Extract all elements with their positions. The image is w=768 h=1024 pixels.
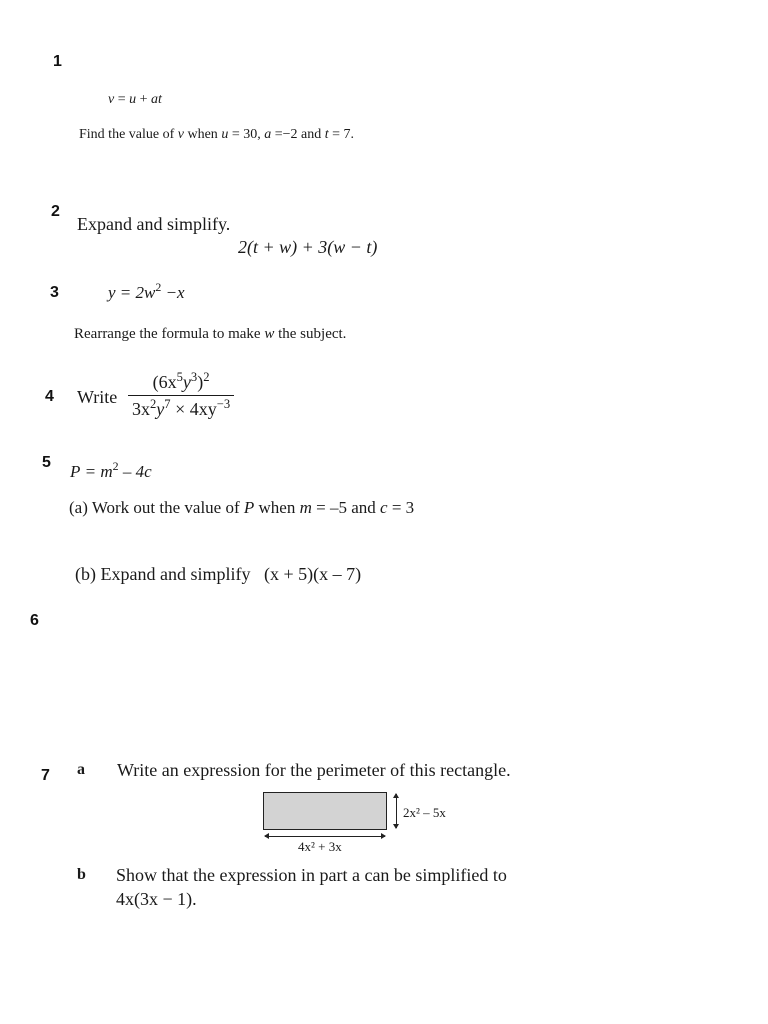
exponent: 7 xyxy=(164,397,171,412)
question-number: 3 xyxy=(50,284,59,301)
question-number: 2 xyxy=(51,203,60,220)
question-number: 1 xyxy=(53,53,62,70)
text: ) xyxy=(197,372,204,392)
part-label: (b) xyxy=(75,564,96,584)
part-a xyxy=(69,498,414,518)
var: = 2w xyxy=(119,283,156,302)
text: × 4xy xyxy=(170,399,217,419)
formula xyxy=(70,459,152,482)
numerator xyxy=(128,372,234,396)
instruction: Write xyxy=(77,387,118,407)
var: a xyxy=(264,127,272,142)
side-length-label: 2x² – 5x xyxy=(403,805,446,820)
var: y xyxy=(182,372,191,392)
text: = –5 and xyxy=(316,498,376,517)
exponent: 2 xyxy=(150,397,157,412)
text: Find the value of xyxy=(79,127,175,142)
question-number: 4 xyxy=(45,388,54,405)
var: u xyxy=(221,127,229,142)
part-label: (a) xyxy=(69,498,88,517)
height-dimension-arrow xyxy=(396,794,397,828)
var: – 4c xyxy=(122,462,152,481)
exponent: 2 xyxy=(155,280,162,295)
formula xyxy=(108,280,185,303)
var: at xyxy=(151,92,162,107)
text: Rearrange the formula to make xyxy=(74,326,261,342)
var: y xyxy=(108,283,116,302)
text: = 3 xyxy=(391,498,415,517)
instruction xyxy=(79,127,354,143)
part-label: a xyxy=(77,761,85,778)
part-label: b xyxy=(77,866,86,883)
var: y xyxy=(156,399,165,419)
exponent: −3 xyxy=(216,397,231,412)
text: 3x xyxy=(132,399,150,419)
exponent: 5 xyxy=(176,370,183,385)
text: (6x xyxy=(152,372,177,392)
operator: + xyxy=(139,92,148,107)
fraction-body xyxy=(128,372,234,420)
text: Expand and simplify xyxy=(100,564,251,584)
expression: (x + 5)(x – 7) xyxy=(263,564,362,584)
var: c xyxy=(380,498,388,517)
expression: 2(t + w) + 3(w − t) xyxy=(238,237,378,257)
text: =−2 and xyxy=(274,127,322,142)
fraction xyxy=(128,372,234,420)
part-a-text: Write an expression for the perimeter of this rectangle. xyxy=(117,760,511,780)
bottom-length-label: 4x² + 3x xyxy=(298,839,342,854)
text: = 7. xyxy=(332,127,355,142)
var: −x xyxy=(165,283,185,302)
text: the subject. xyxy=(278,326,347,342)
var: v xyxy=(177,127,184,142)
var: P xyxy=(70,462,81,481)
instruction: Expand and simplify. xyxy=(77,214,231,234)
width-dimension-arrow xyxy=(265,836,385,837)
var: P xyxy=(243,498,255,517)
text: = 30, xyxy=(231,127,261,142)
question-number: 6 xyxy=(30,612,39,629)
var: t xyxy=(324,127,329,142)
question-number: 7 xyxy=(41,767,50,784)
text: when xyxy=(258,498,296,517)
text: when xyxy=(187,127,218,142)
var: = m xyxy=(84,462,113,481)
var: m xyxy=(299,498,312,517)
instruction xyxy=(74,326,346,343)
var: v xyxy=(108,92,115,107)
exponent: 3 xyxy=(190,370,198,385)
text: Work out the value of xyxy=(91,498,240,517)
part-b-text: Show that the expression in part a can be simplified to xyxy=(116,865,507,885)
denominator xyxy=(128,396,234,420)
part-b-result: 4x(3x − 1). xyxy=(116,889,197,909)
part-b xyxy=(75,564,361,585)
var: w xyxy=(264,326,275,342)
exponent: 2 xyxy=(112,459,119,474)
rectangle-diagram xyxy=(263,792,387,830)
var: u xyxy=(129,92,137,107)
formula: v = u + at xyxy=(108,92,162,107)
exponent: 2 xyxy=(203,370,210,385)
question-number: 5 xyxy=(42,454,51,471)
